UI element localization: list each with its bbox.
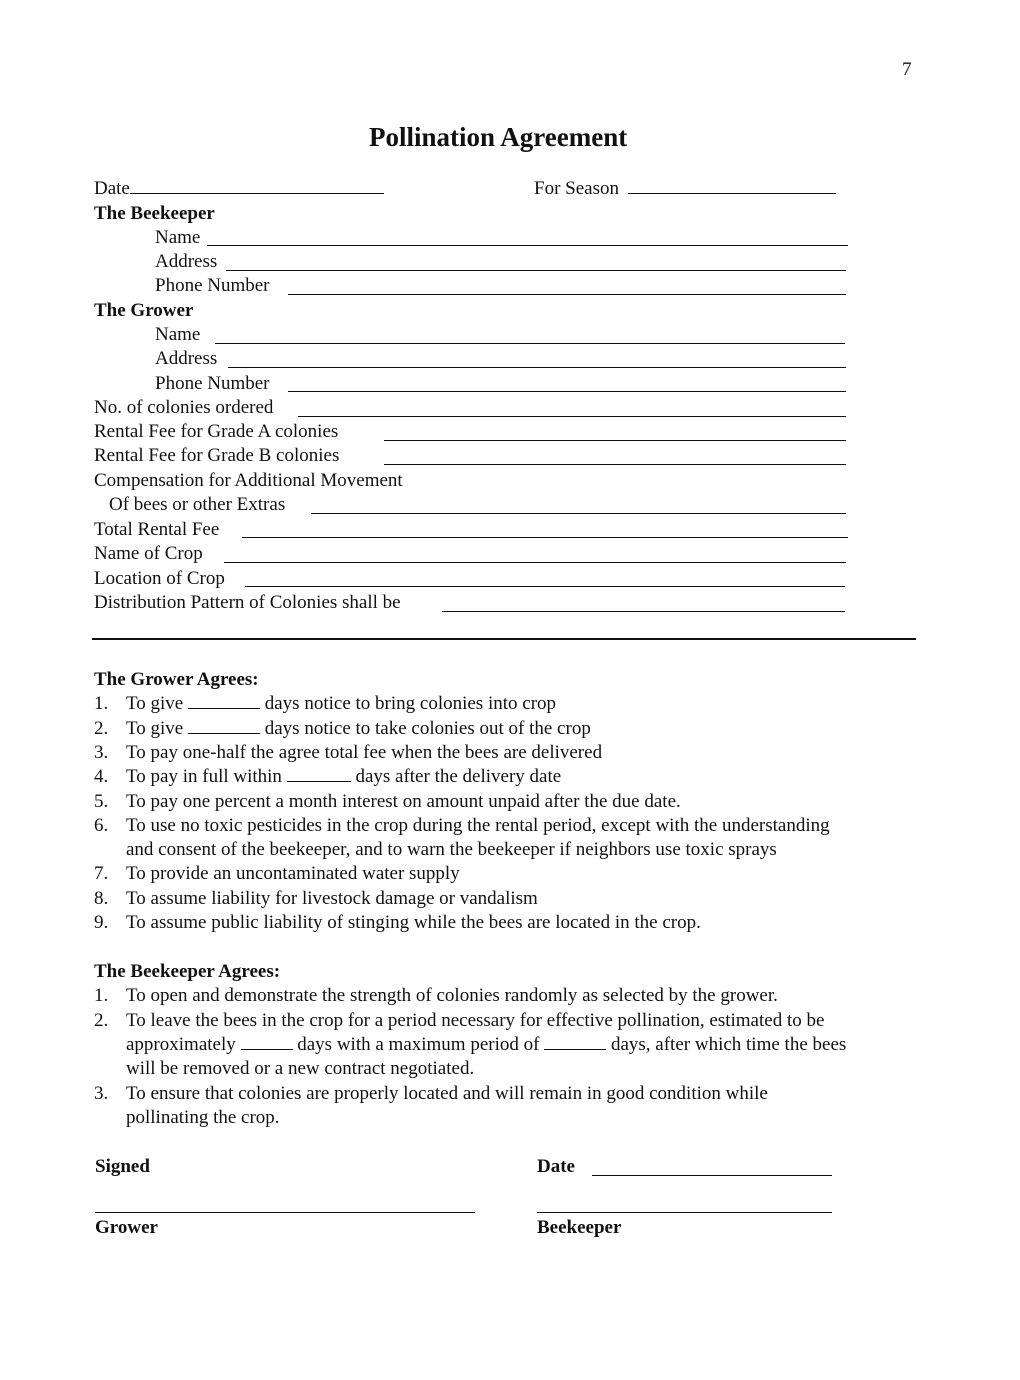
grower-item-5: To pay one percent a month interest on amount unpaid after the due date.	[126, 791, 681, 812]
beekeeper-item-2-line2	[126, 1034, 846, 1056]
distribution-pattern-blank[interactable]	[442, 611, 845, 612]
beekeeper-phone-label: Phone Number	[155, 275, 270, 296]
beekeeper-item-1: To open and demonstrate the strength of colonies randomly as selected by the grower.	[126, 985, 778, 1006]
grower-item-1-number: 1.	[94, 693, 109, 714]
grower-phone-label: Phone Number	[155, 373, 270, 394]
grower-heading: The Grower	[94, 300, 194, 321]
signed-label: Signed	[95, 1156, 150, 1177]
beekeeper-signature-line[interactable]	[537, 1212, 832, 1213]
beekeeper-item-3-number: 3.	[94, 1083, 109, 1104]
grower-address-blank[interactable]	[228, 367, 846, 368]
grower-item-9-number: 9.	[94, 912, 109, 933]
beekeeper-item-3-line1: To ensure that colonies are properly located and will remain in good condition while	[126, 1083, 768, 1104]
beekeeper-name-label: Name	[155, 227, 201, 248]
compensation-label-line2: Of bees or other Extras	[109, 494, 286, 515]
rental-fee-a-label: Rental Fee for Grade A colonies	[94, 421, 339, 442]
beekeeper-agrees-heading: The Beekeeper Agrees:	[94, 961, 281, 982]
grower-agrees-heading: The Grower Agrees:	[94, 669, 259, 690]
colonies-ordered-blank[interactable]	[298, 416, 846, 417]
grower-item-1-pre: To give	[126, 693, 184, 714]
season-label: For Season	[534, 178, 619, 199]
grower-name-label: Name	[155, 324, 201, 345]
crop-location-blank[interactable]	[245, 586, 845, 587]
beekeeper-item-1-number: 1.	[94, 985, 109, 1006]
beekeeper-item-2-line1: To leave the bees in the crop for a period necessary for effective pollination, estimated to be	[126, 1010, 825, 1031]
crop-name-label: Name of Crop	[94, 543, 203, 564]
beekeeper-phone-blank[interactable]	[288, 294, 846, 295]
grower-item-4-number: 4.	[94, 766, 109, 787]
grower-item-8-number: 8.	[94, 888, 109, 909]
grower-item-1-post: days notice to bring colonies into crop	[264, 693, 557, 714]
beekeeper-address-label: Address	[155, 251, 218, 272]
grower-item-3-number: 3.	[94, 742, 109, 763]
beekeeper-item-2-mid: days with a maximum period of	[297, 1034, 540, 1055]
beekeeper-item-2-line3: will be removed or a new contract negotiated.	[126, 1058, 475, 1079]
grower-item-7: To provide an uncontaminated water supply	[126, 863, 460, 884]
total-rental-fee-blank[interactable]	[242, 537, 848, 538]
beekeeper-item-3-line2: pollinating the crop.	[126, 1107, 280, 1128]
rental-fee-b-blank[interactable]	[384, 464, 846, 465]
grower-phone-blank[interactable]	[288, 391, 846, 392]
grower-address-label: Address	[155, 348, 218, 369]
colonies-ordered-label: No. of colonies ordered	[94, 397, 274, 418]
grower-item-2-pre: To give	[126, 718, 184, 739]
compensation-label-line1: Compensation for Additional Movement	[94, 470, 403, 491]
grower-item-7-number: 7.	[94, 863, 109, 884]
season-field	[534, 178, 836, 200]
page-title: Pollination Agreement	[369, 122, 628, 152]
grower-item-4-post: days after the delivery date	[355, 766, 562, 787]
grower-name-blank[interactable]	[215, 343, 845, 344]
crop-name-blank[interactable]	[224, 562, 846, 563]
grower-item-3: To pay one-half the agree total fee when the bees are delivered	[126, 742, 603, 763]
beekeeper-item-2-blank-min[interactable]	[241, 1034, 293, 1050]
grower-item-4	[126, 766, 561, 788]
signature-date-label: Date	[537, 1156, 575, 1177]
rental-fee-b-label: Rental Fee for Grade B colonies	[94, 445, 340, 466]
grower-item-2-post: days notice to take colonies out of the crop	[264, 718, 591, 739]
beekeeper-item-2-number: 2.	[94, 1010, 109, 1031]
grower-item-6-number: 6.	[94, 815, 109, 836]
grower-item-2	[126, 718, 591, 740]
grower-item-6-line2: and consent of the beekeeper, and to warn the beekeeper if neighbors use toxic sprays	[126, 839, 777, 860]
grower-item-6-line1: To use no toxic pesticides in the crop during the rental period, except with the understanding	[126, 815, 830, 836]
grower-item-8: To assume liability for livestock damage or vandalism	[126, 888, 538, 909]
rental-fee-a-blank[interactable]	[384, 440, 846, 441]
grower-item-5-number: 5.	[94, 791, 109, 812]
date-label: Date	[94, 178, 130, 199]
beekeeper-item-2-blank-max[interactable]	[544, 1034, 606, 1050]
grower-signature-label: Grower	[95, 1217, 158, 1238]
grower-signature-line[interactable]	[95, 1212, 475, 1213]
grower-item-2-blank[interactable]	[188, 718, 260, 734]
page-number: 7	[902, 59, 912, 80]
compensation-blank[interactable]	[311, 513, 846, 514]
crop-location-label: Location of Crop	[94, 568, 225, 589]
beekeeper-heading: The Beekeeper	[94, 203, 215, 224]
beekeeper-signature-label: Beekeeper	[537, 1217, 622, 1238]
grower-item-1	[126, 693, 556, 715]
grower-item-4-blank[interactable]	[287, 766, 351, 782]
beekeeper-item-2-pre: approximately	[126, 1034, 236, 1055]
grower-item-4-pre: To pay in full within	[126, 766, 282, 787]
section-divider	[92, 638, 916, 640]
distribution-pattern-label: Distribution Pattern of Colonies shall be	[94, 592, 401, 613]
beekeeper-name-blank[interactable]	[207, 245, 848, 246]
date-blank[interactable]	[130, 178, 384, 194]
season-blank[interactable]	[628, 178, 836, 194]
grower-item-1-blank[interactable]	[188, 693, 260, 709]
total-rental-fee-label: Total Rental Fee	[94, 519, 220, 540]
grower-item-9: To assume public liability of stinging while the bees are located in the crop.	[126, 912, 701, 933]
beekeeper-address-blank[interactable]	[226, 270, 846, 271]
signature-date-blank[interactable]	[592, 1175, 832, 1176]
beekeeper-item-2-post: days, after which time the bees	[610, 1034, 847, 1055]
grower-item-2-number: 2.	[94, 718, 109, 739]
date-field	[94, 178, 384, 200]
